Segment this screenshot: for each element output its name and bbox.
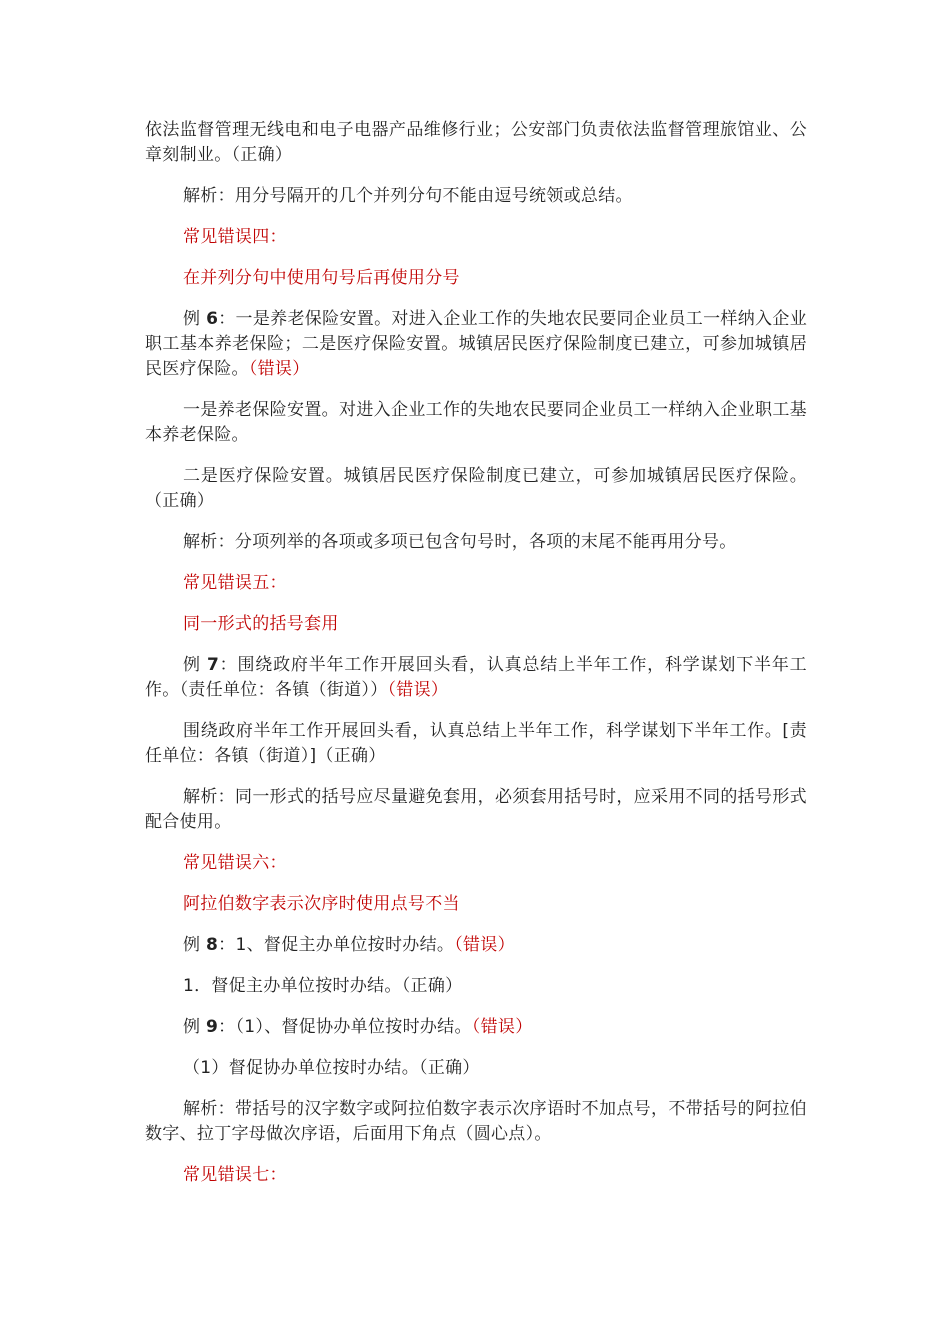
error-mark: （错误） bbox=[387, 680, 449, 700]
error-mark: （错误） bbox=[454, 935, 515, 955]
correct-paragraph: 1．督促主办单位按时办结。（正确） bbox=[183, 976, 463, 996]
correct-paragraph: 二是医疗保险安置。城镇居民医疗保险制度已建立，可参加城镇居民医疗保险。（正确） bbox=[145, 466, 807, 511]
example-paragraph bbox=[145, 1015, 807, 1040]
example-paragraph bbox=[145, 933, 807, 958]
correct-paragraph: （1）督促协办单位按时办结。（正确） bbox=[183, 1058, 480, 1078]
error-heading: 常见错误四： bbox=[183, 227, 287, 247]
error-heading: 常见错误五： bbox=[183, 573, 287, 593]
example-number: 9 bbox=[206, 1017, 219, 1037]
correct-paragraph: 围绕政府半年工作开展回头看，认真总结上半年工作，科学谋划下半年工作。[责任单位：各镇（街道）]（正确） bbox=[145, 721, 807, 766]
document-body bbox=[145, 118, 807, 1188]
example-text: ：（1）、督促协办单位按时办结。 bbox=[218, 1017, 472, 1037]
error-subheading: 阿拉伯数字表示次序时使用点号不当 bbox=[183, 894, 460, 914]
paragraph-continuation: 依法监督管理无线电和电子电器产品维修行业；公安部门负责依法监督管理旅馆业、公章刻制业。（正确） bbox=[145, 120, 807, 165]
error-subheading: 在并列分句中使用句号后再使用分号 bbox=[183, 268, 460, 288]
example-prefix: 例 bbox=[183, 935, 201, 955]
error-subheading: 同一形式的括号套用 bbox=[183, 614, 339, 634]
example-text: ：一是养老保险安置。对进入企业工作的失地农民要同企业员工一样纳入企业职工基本养老保险；二是医疗保险安置。城镇居民医疗保险制度已建立，可参加城镇居民医疗保险。 bbox=[145, 309, 807, 379]
example-number: 6 bbox=[206, 309, 219, 329]
example-text: ：围绕政府半年工作开展回头看，认真总结上半年工作，科学谋划下半年工作。（责任单位：各镇（街道）） bbox=[145, 655, 807, 700]
example-prefix: 例 bbox=[183, 309, 201, 329]
example-number: 8 bbox=[206, 935, 219, 955]
error-mark: （错误） bbox=[248, 359, 310, 379]
error-heading: 常见错误七： bbox=[183, 1165, 287, 1185]
error-mark: （错误） bbox=[471, 1017, 533, 1037]
example-paragraph bbox=[145, 653, 807, 703]
example-text: ：1、督促主办单位按时办结。 bbox=[218, 935, 455, 955]
analysis-paragraph: 解析：分项列举的各项或多项已包含句号时，各项的末尾不能再用分号。 bbox=[183, 532, 737, 552]
analysis-paragraph: 解析：带括号的汉字数字或阿拉伯数字表示次序语时不加点号，不带括号的阿拉伯数字、拉丁字母做次序语，后面用下角点（圆心点）。 bbox=[145, 1099, 807, 1144]
analysis-paragraph: 解析：用分号隔开的几个并列分句不能由逗号统领或总结。 bbox=[183, 186, 633, 206]
correct-paragraph: 一是养老保险安置。对进入企业工作的失地农民要同企业员工一样纳入企业职工基本养老保险。 bbox=[145, 400, 807, 445]
error-heading: 常见错误六： bbox=[183, 853, 287, 873]
example-prefix: 例 bbox=[183, 655, 201, 675]
example-paragraph bbox=[145, 307, 807, 382]
example-prefix: 例 bbox=[183, 1017, 201, 1037]
analysis-paragraph: 解析：同一形式的括号应尽量避免套用，必须套用括号时，应采用不同的括号形式配合使用。 bbox=[145, 787, 807, 832]
example-number: 7 bbox=[207, 655, 220, 675]
